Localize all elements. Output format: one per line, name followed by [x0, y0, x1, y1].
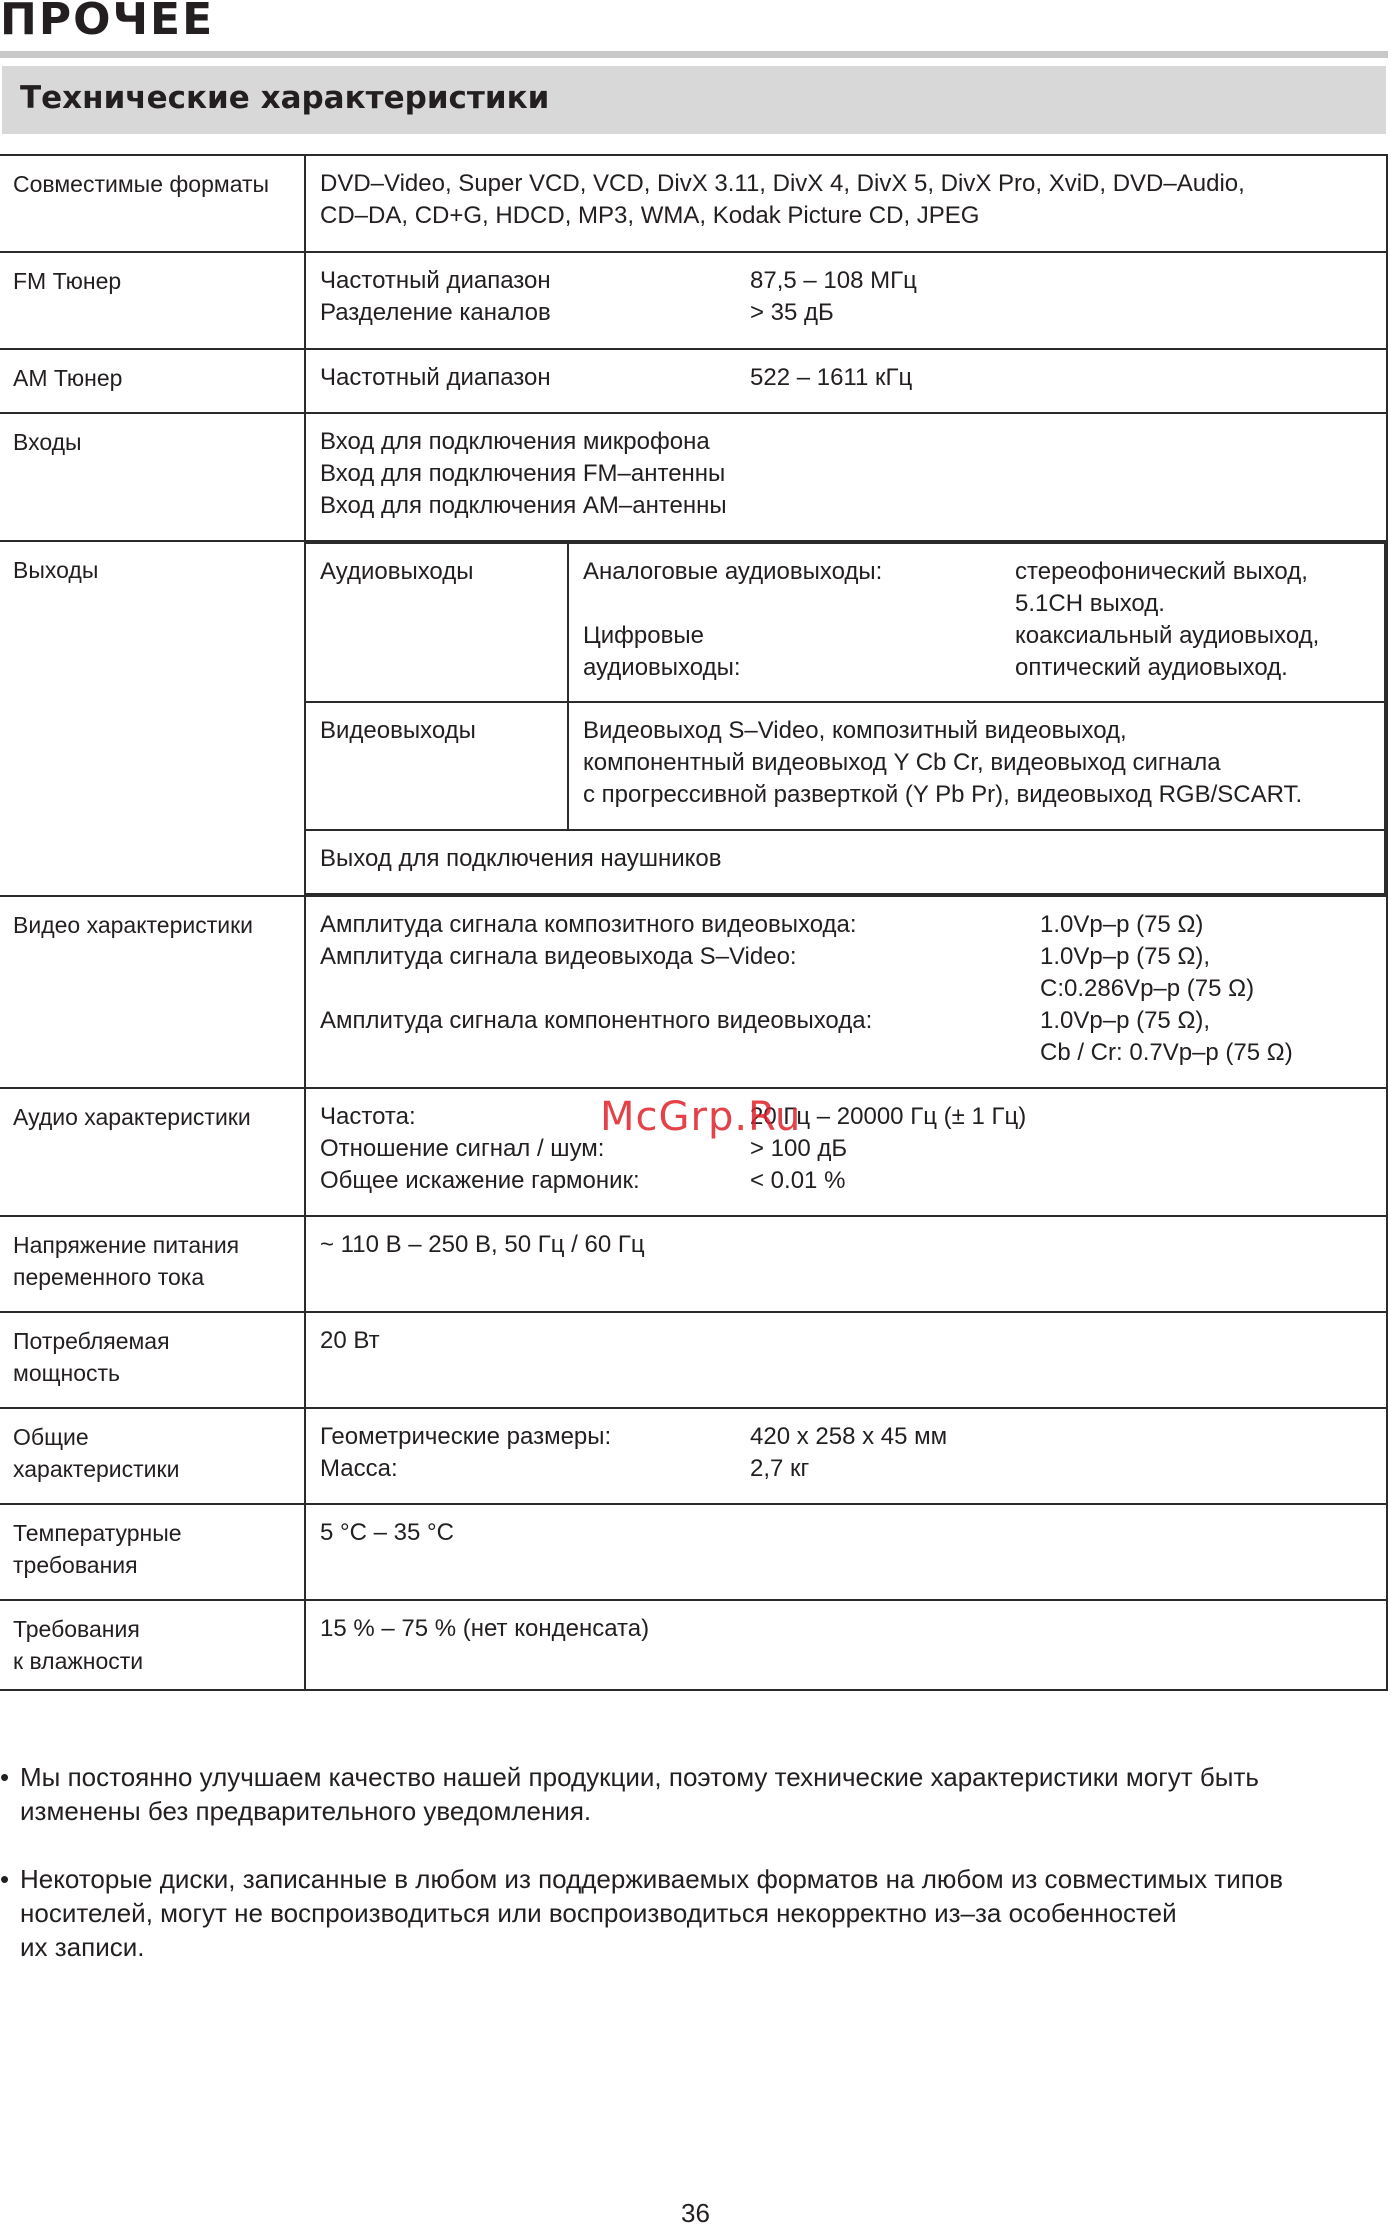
spec-key: Амплитуда сигнала видеовыхода S–Video: [320, 943, 797, 970]
table-row [0, 252, 1387, 349]
row-label [0, 1312, 305, 1408]
audio-outputs-detail [568, 543, 1385, 702]
notes [0, 1760, 1391, 1998]
row-label: Выходы [0, 541, 305, 896]
label-line: Напряжение питания [13, 1232, 240, 1258]
spec-key: Отношение сигнал / шум: [320, 1135, 605, 1162]
table-row [0, 1312, 1387, 1408]
note-item [0, 1760, 1391, 1828]
outputs-subtable [306, 542, 1386, 895]
table-row [0, 541, 1387, 896]
label-line: Общие [13, 1424, 89, 1450]
audio-outputs-label: Аудиовыходы [306, 543, 568, 702]
row-label: Видео характеристики [0, 896, 305, 1088]
spec-key: Разделение каналов [320, 299, 551, 326]
row-value [305, 896, 1387, 1088]
bullet-icon: • [0, 1864, 10, 1894]
label-line: к влажности [13, 1648, 144, 1674]
spec-value: 5.1CH выход. [1015, 590, 1165, 617]
label-line: Требования [13, 1616, 140, 1642]
video-outputs-detail [568, 702, 1385, 830]
video-output-line: компонентный видеовыход Y Cb Cr, видеовыход сигнала [583, 749, 1221, 776]
spec-value: C:0.286Vp–p (75 Ω) [1040, 975, 1255, 1002]
note-item [0, 1862, 1391, 1964]
spec-key: Цифровые [583, 622, 704, 649]
page-title: ПРОЧЕЕ [0, 0, 215, 45]
note-line: изменены без предварительного уведомления. [20, 1796, 592, 1826]
headphones-output: Выход для подключения наушников [306, 830, 1385, 894]
row-label: Входы [0, 413, 305, 541]
spec-value: < 0.01 % [750, 1167, 846, 1194]
label-line: переменного тока [13, 1264, 205, 1290]
label-line: требования [13, 1552, 138, 1578]
spec-key: Амплитуда сигнала композитного видеовыхода: [320, 911, 857, 938]
spec-value: 2,7 кг [750, 1455, 810, 1482]
note-line: Некоторые диски, записанные в любом из поддерживаемых форматов на любом из совместимых типов [20, 1864, 1284, 1894]
label-line: Температурные [13, 1520, 182, 1546]
row-label: Совместимые форматы [0, 155, 305, 252]
row-value: 15 % – 75 % (нет конденсата) [305, 1600, 1387, 1690]
row-label: Аудио характеристики [0, 1088, 305, 1216]
row-value [305, 1408, 1387, 1504]
formats-line: DVD–Video, Super VCD, VCD, DivX 3.11, DivX 4, DivX 5, DivX Pro, XviD, DVD–Audio, [320, 170, 1245, 197]
page-number: 36 [681, 2198, 710, 2228]
row-value [305, 1088, 1387, 1216]
row-label [0, 1504, 305, 1600]
note-line: Мы постоянно улучшаем качество нашей продукции, поэтому технические характеристики могут быть [20, 1762, 1259, 1792]
spec-value: 87,5 – 108 МГц [750, 267, 917, 294]
video-output-line: с прогрессивной разверткой (Y Pb Pr), видеовыход RGB/SCART. [583, 781, 1303, 808]
spec-value: 20 Гц – 20000 Гц (± 1 Гц) [750, 1103, 1027, 1130]
row-value: 5 °C – 35 °C [305, 1504, 1387, 1600]
table-row [0, 896, 1387, 1088]
row-value: ~ 110 В – 250 В, 50 Гц / 60 Гц [305, 1216, 1387, 1312]
row-value [305, 155, 1387, 252]
spec-key: Масса: [320, 1455, 398, 1482]
spec-key: Общее искажение гармоник: [320, 1167, 640, 1194]
spec-value: Cb / Cr: 0.7Vp–p (75 Ω) [1040, 1039, 1293, 1066]
input-line: Вход для подключения FM–антенны [320, 460, 726, 487]
formats-line: CD–DA, CD+G, HDCD, MP3, WMA, Kodak Picture CD, JPEG [320, 202, 980, 229]
spec-value: стереофонический выход, [1015, 558, 1308, 585]
spec-value: > 35 дБ [750, 299, 834, 326]
label-line: Потребляемая [13, 1328, 170, 1354]
input-line: Вход для подключения AM–антенны [320, 492, 727, 519]
row-value [305, 252, 1387, 349]
spec-key: Частотный диапазон [320, 364, 551, 391]
table-row [0, 1600, 1387, 1690]
spec-value: 1.0Vp–p (75 Ω) [1040, 911, 1204, 938]
table-row [0, 155, 1387, 252]
table-row [0, 1216, 1387, 1312]
spec-key: Амплитуда сигнала компонентного видеовыхода: [320, 1007, 873, 1034]
spec-value: > 100 дБ [750, 1135, 848, 1162]
label-line: характеристики [13, 1456, 180, 1482]
title-rule [0, 51, 1388, 58]
row-label: FM Тюнер [0, 252, 305, 349]
label-line: мощность [13, 1360, 121, 1386]
spec-value: 420 x 258 x 45 мм [750, 1423, 948, 1450]
spec-key: Геометрические размеры: [320, 1423, 612, 1450]
row-value [305, 413, 1387, 541]
note-line: носителей, могут не воспроизводиться или воспроизводиться некорректно из–за особенностей [20, 1898, 1177, 1928]
row-label: AM Тюнер [0, 349, 305, 413]
note-line: их записи. [20, 1932, 145, 1962]
table-row [0, 349, 1387, 413]
row-value: 20 Вт [305, 1312, 1387, 1408]
spec-key: Частота: [320, 1103, 416, 1130]
row-label [0, 1600, 305, 1690]
table-row [0, 413, 1387, 541]
spec-value: коаксиальный аудиовыход, [1015, 622, 1320, 649]
video-output-line: Видеовыход S–Video, композитный видеовыход, [583, 717, 1127, 744]
watermark: McGrp.Ru [600, 1094, 802, 1140]
section-title: Технические характеристики [20, 80, 550, 116]
table-row [0, 1408, 1387, 1504]
spec-key: аудиовыходы: [583, 654, 741, 681]
outputs-cell [305, 541, 1387, 896]
row-label [0, 1408, 305, 1504]
input-line: Вход для подключения микрофона [320, 428, 710, 455]
table-row [0, 1504, 1387, 1600]
spec-key: Частотный диапазон [320, 267, 551, 294]
spec-value: 522 – 1611 кГц [750, 364, 913, 391]
video-outputs-label: Видеовыходы [306, 702, 568, 830]
spec-table [0, 154, 1388, 1691]
bullet-icon: • [0, 1762, 10, 1792]
spec-value: 1.0Vp–p (75 Ω), [1040, 1007, 1211, 1034]
spec-key: Аналоговые аудиовыходы: [583, 558, 883, 585]
row-value [305, 349, 1387, 413]
spec-value: оптический аудиовыход. [1015, 654, 1288, 681]
spec-value: 1.0Vp–p (75 Ω), [1040, 943, 1211, 970]
row-label [0, 1216, 305, 1312]
